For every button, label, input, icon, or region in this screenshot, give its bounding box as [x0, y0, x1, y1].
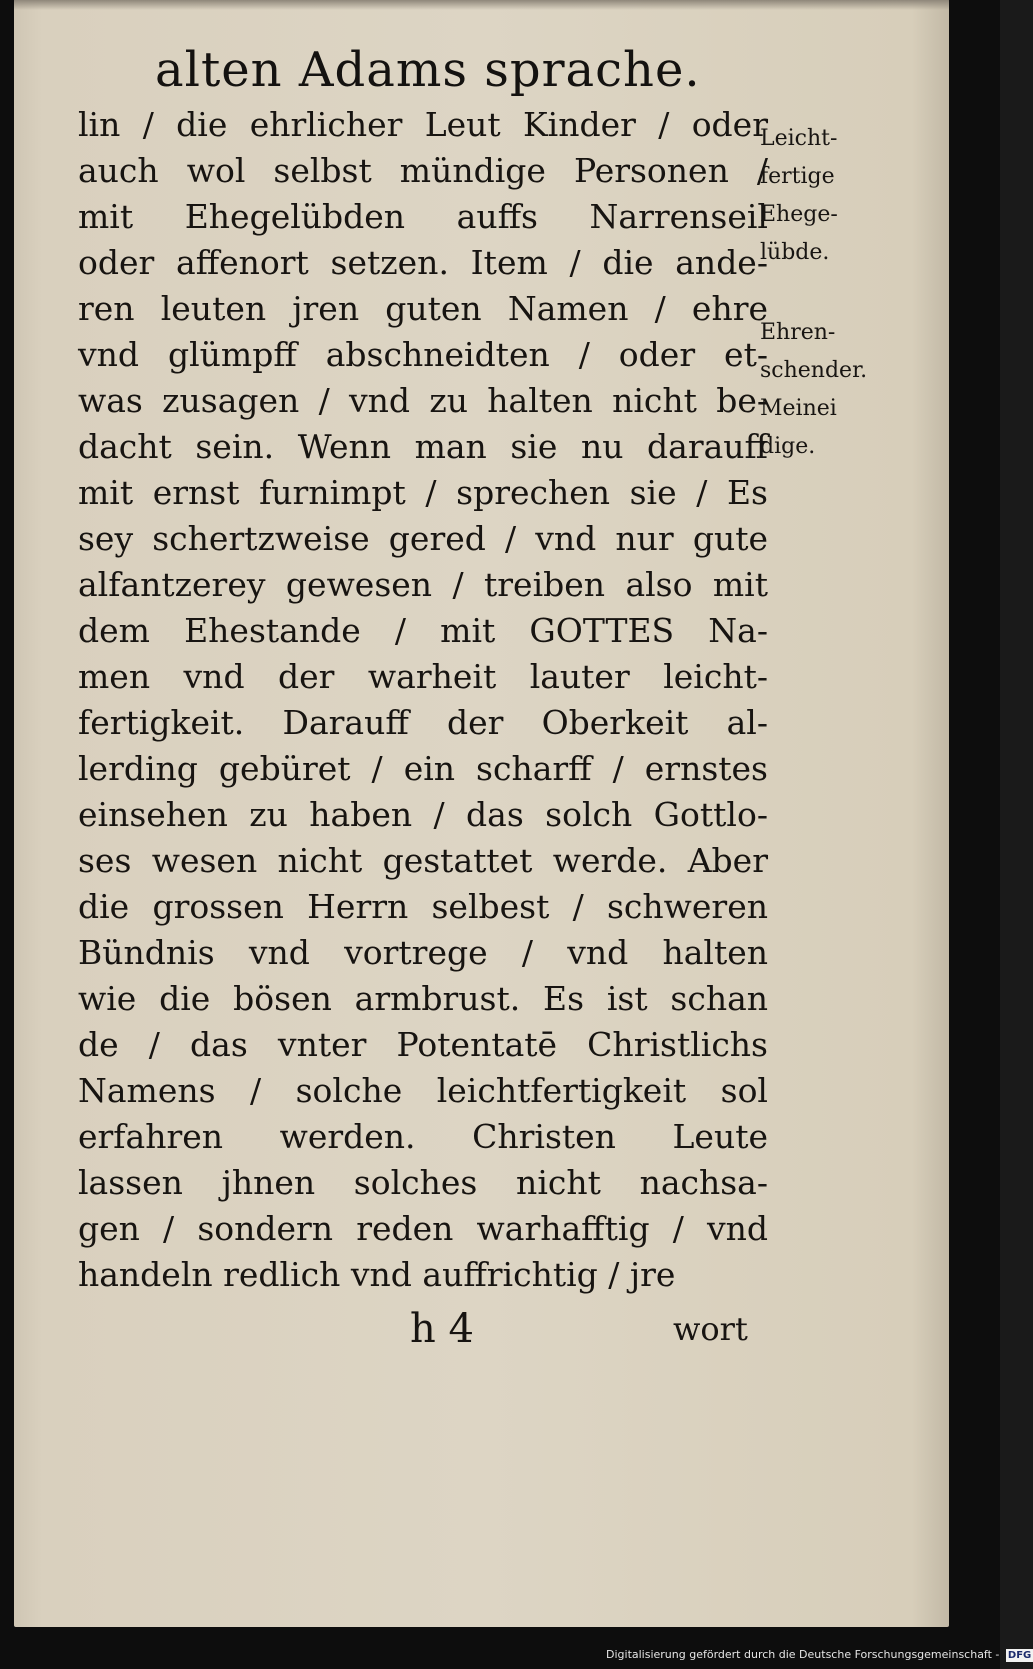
text-line: dacht sein. Wenn man sie nu darauff	[78, 427, 768, 466]
text-line: Bündnis vnd vortrege / vnd halten	[78, 933, 768, 972]
digitization-credit	[606, 1647, 1033, 1663]
text-line: handeln redlich vnd auffrichtig / jre	[78, 1255, 676, 1294]
text-line: gen / sondern reden warhafftig / vnd	[78, 1209, 768, 1248]
dfg-logo: DFG	[1007, 1649, 1032, 1661]
margin-note-line: Ehege-	[760, 202, 838, 227]
text-line: ses wesen nicht gestattet werde. Aber	[78, 841, 768, 880]
text-line: sey schertzweise gered / vnd nur gute	[78, 519, 768, 558]
credit-text: Digitalisierung gefördert durch die Deutsche Forschungsgemeinschaft -	[606, 1648, 1000, 1661]
margin-note-line: Meinei	[760, 396, 837, 421]
text-line: mit ernst furnimpt / sprechen sie / Es	[78, 473, 768, 512]
text-line: wie die bösen armbrust. Es ist schan	[78, 979, 768, 1018]
margin-note-line: dige.	[760, 434, 816, 459]
margin-note-line: Leicht-	[760, 126, 838, 151]
text-line: lerding gebüret / ein scharff / ernstes	[78, 749, 768, 788]
signature-mark: h 4	[410, 1306, 474, 1352]
text-line: lin / die ehrlicher Leut Kinder / oder	[78, 105, 768, 144]
text-line: oder affenort setzen. Item / die ande-	[78, 243, 768, 282]
text-line: erfahren werden. Christen Leute	[78, 1117, 768, 1156]
margin-note-line: fertige	[760, 164, 835, 189]
text-line: vnd glümpff abschneidten / oder et-	[78, 335, 768, 374]
text-line: fertigkeit. Darauff der Oberkeit al-	[78, 703, 768, 742]
text-line: de / das vnter Potentatē Christlichs	[78, 1025, 768, 1064]
text-line: einsehen zu haben / das solch Gottlo-	[78, 795, 768, 834]
text-line: dem Ehestande / mit GOTTES Na-	[78, 611, 768, 650]
page-edge-shadow	[14, 0, 949, 10]
body-text	[78, 102, 768, 1298]
text-line: mit Ehegelübden auffs Narrenseil	[78, 197, 768, 236]
text-line: auch wol selbst mündige Personen /	[78, 151, 768, 190]
margin-note-line: schender.	[760, 358, 868, 383]
text-line: men vnd der warheit lauter leicht-	[78, 657, 768, 696]
margin-note-line: Ehren-	[760, 320, 836, 345]
text-line: alfantzerey gewesen / treiben also mit	[78, 565, 768, 604]
text-line: die grossen Herrn selbest / schweren	[78, 887, 768, 926]
text-line: lassen jhnen solches nicht nachsa-	[78, 1163, 768, 1202]
text-line: ren leuten jren guten Namen / ehre	[78, 289, 768, 328]
running-head: alten Adams sprache.	[155, 42, 701, 98]
text-line: Namens / solche leichtfertigkeit sol	[78, 1071, 768, 1110]
margin-note-line: lübde.	[760, 240, 830, 265]
text-line: was zusagen / vnd zu halten nicht be-	[78, 381, 768, 420]
margin-note-1	[760, 120, 838, 272]
catchword: wort	[673, 1310, 748, 1348]
margin-note-2	[760, 314, 867, 466]
